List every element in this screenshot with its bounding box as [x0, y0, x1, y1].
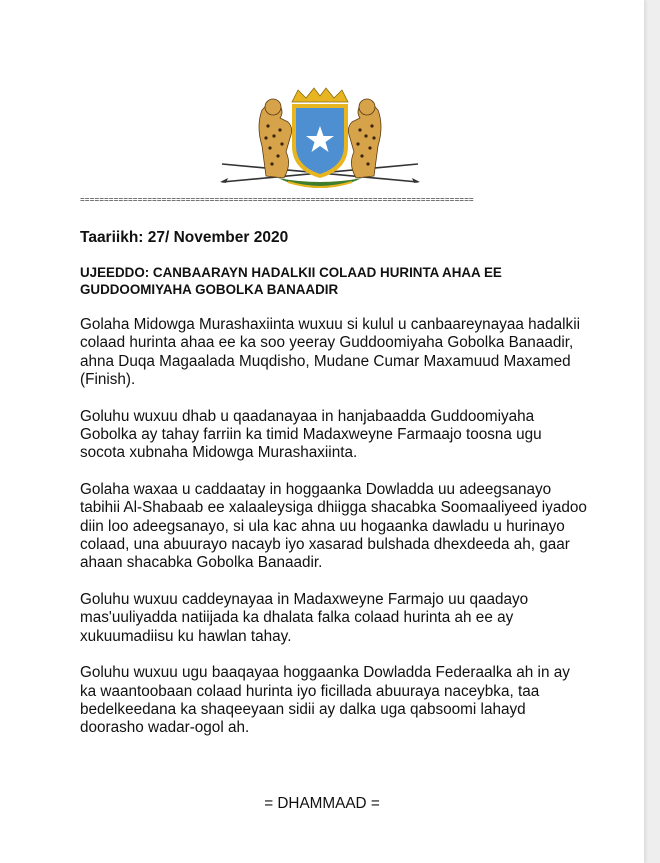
paragraph-5: Goluhu wuxuu ugu baaqayaa hoggaanka Dowladda Federaalka ah in ay ka waantoobaan colaad hurinta iyo ficillada abuuraya naceybka, taa bedelkeedana ka shaqeeyaan sidii ay dalka uga qabsoomi lahayd doorasho wadar-ogol ah. — [80, 664, 570, 737]
somalia-coat-of-arms-icon — [218, 86, 422, 194]
header-separator: ================================================================================== — [80, 196, 474, 205]
end-mark: = DHAMMAAD = — [264, 795, 380, 812]
paragraph-2: Goluhu wuxuu dhab u qaadanayaa in hanjabaadda Guddoomiyaha Gobolka ay tahay farriin ka timid Madaxweyne Farmaajo toosna ugu socota xubnaha Midowga Murashaxiinta. — [80, 407, 542, 462]
document-body — [80, 316, 590, 756]
paragraph-4: Goluhu wuxuu caddeynayaa in Madaxweyne Farmajo uu qaadayo mas'uuliyadda natiijada ka dhalata falka colaad hurinta ah ee ay xukuumadiisu ku hawlan tahay. — [80, 590, 529, 645]
paragraph-1: Golaha Midowga Murashaxiinta wuxuu si kulul u canbaareynayaa hadalkii colaad hurinta ahaa ee ka soo yeeray Guddoomiyaha Gobolka Banaadir, ahna Duqa Magaalada Muqdisho, Mudane Cumar Maxamuud Maxamed (Finish). — [80, 316, 580, 389]
document-date: Taariikh: 27/ November 2020 — [80, 229, 289, 246]
paragraph-3: Golaha waxaa u caddaatay in hoggaanka Dowladda uu adeegsanayo tabihii Al-Shabaab ee xalaaleysiga dhiigga shacabka Soomaaliyeed iyadoo diin loo adeegsanayo, si ula kac ahna uu hogaanka dawladu u hurinayo colaad, una abuurayo nacayb iyo xasarad bulshada dhexdeeda ah, gaar ahaan shacabka Gobolka Banaadir. — [80, 480, 587, 572]
document-subject: UJEEDDO: CANBAARAYN HADALKII COLAAD HURINTA AHAA EE GUDDOOMIYAHA GOBOLKA BANAADIR — [80, 265, 502, 297]
